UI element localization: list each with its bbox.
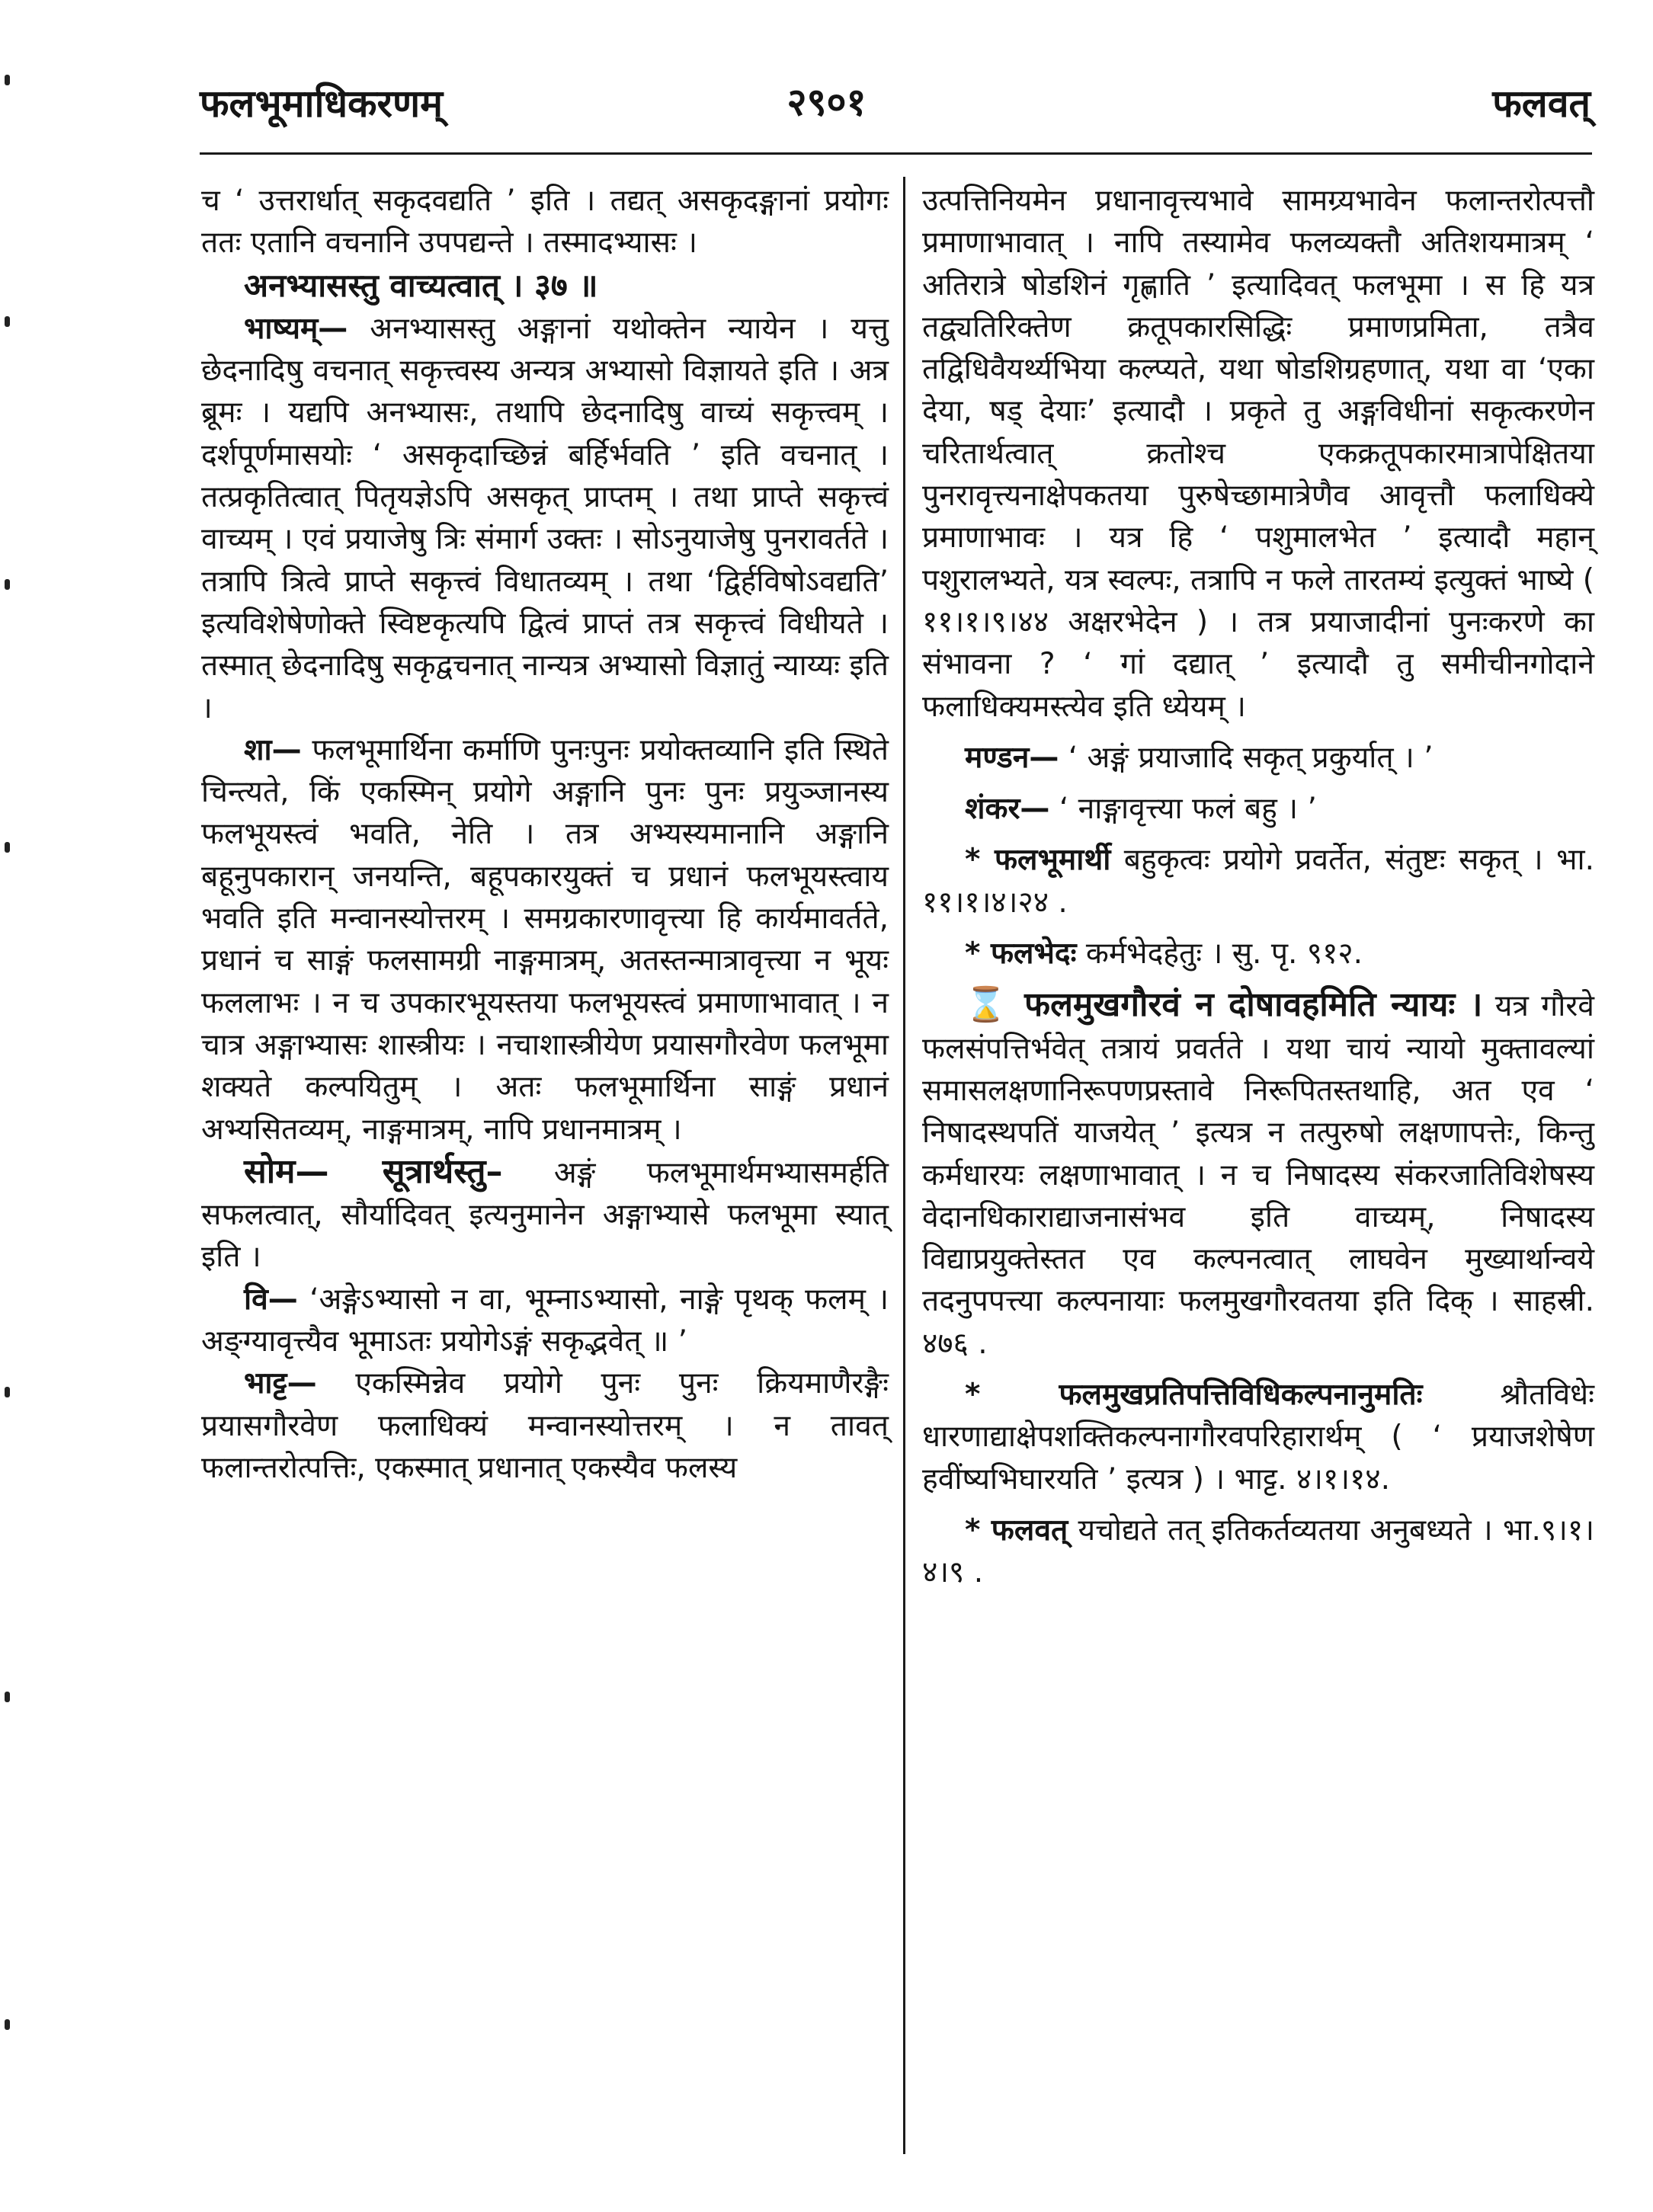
- entry-headword: * फलभूमार्थी: [965, 843, 1111, 878]
- column-divider: [903, 177, 905, 2154]
- entry-text: बहुकृत्वः प्रयोगे प्रवर्तेत, संतुष्टः सकृत् । भा. ११।१।४।२४ .: [922, 843, 1594, 920]
- margin-mark: [5, 1387, 10, 1397]
- quote-label: शंकर—: [965, 792, 1050, 827]
- shastradipika-paragraph: [201, 729, 889, 1151]
- margin-mark: [5, 579, 10, 590]
- bhatta-paragraph: [201, 1362, 889, 1489]
- paragraph: [201, 180, 889, 264]
- dictionary-entry: [922, 1374, 1594, 1500]
- commentary-text: फलभूमार्थिना कर्माणि पुनःपुनः प्रयोक्तव्यानि इति स्थिते चिन्त्यते, किं एकस्मिन् प्रयोगे अङ्गानि पुनः पुनः प्रयुञ्जानस्य फलभूयस्त्वं भवति, नेति । तत्र अभ्यस्यमानानि अङ्गानि बहूनुपकारान् जनयन्ति, बहूपकारयुक्तं च प्रधानं फलभूयस्त्वाय भवति इति मन्वानस्योत्तरम् । समग्रकारणावृत्त्या हि कार्यमावर्तते, प्रधानं च साङ्गं फलसामग्री नाङ्गमात्रम्, अतस्तन्मात्रावृत्त्या न भूयः फललाभः । न च उपकारभूयस्तया फलभूयस्त्वं प्रमाणाभावात् । न चात्र अङ्गाभ्यासः शास्त्रीयः । नचाशास्त्रीयेण प्रयासगौरवेण फलभूमा शक्यते कल्पयितुम् । अतः फलभूमार्थिना साङ्गं प्रधानं अभ्यसितव्यम्, नाङ्गमात्रम्, नापि प्रधानमात्रम् ।: [201, 732, 889, 1147]
- paragraph: [922, 180, 1594, 728]
- commentary-label: सोम— सूत्रार्थस्तु–: [244, 1151, 503, 1191]
- margin-mark: [5, 2019, 10, 2030]
- commentary-text: अनभ्यासस्तु अङ्गानां यथोक्तेन न्यायेन । यत्तु छेदनादिषु वचनात् सकृत्त्वस्य अन्यत्र अभ्यासो विज्ञायते इति । अत्र ब्रूमः । यद्यपि अनभ्यासः, तथापि छेदनादिषु वाच्यं सकृत्त्वम् । दर्शपूर्णमासयोः ‘ असकृदाच्छिन्नं बर्हिर्भवति ’ इति वचनात् । तत्प्रकृतित्वात् पितृयज्ञेऽपि असकृत् प्राप्तम् । तथा प्राप्ते सकृत्त्वं वाच्यम् । एवं प्रयाजेषु त्रिः संमार्ग उक्तः । सोऽनुयाजेषु पुनरावर्तते । तत्रापि त्रित्वे प्राप्ते सकृत्त्वं विधातव्यम् । तथा ‘द्विर्हविषोऽवद्यति’ इत्यविशेषेणोक्ते स्विष्टकृत्यपि द्वित्वं प्राप्तं तत्र सकृत्त्वं विधीयते । तस्मात् छेदनादिषु सकृद्वचनात् नान्यत्र अभ्यासो विज्ञातुं न्याय्यः इति ।: [201, 311, 889, 725]
- right-column: [922, 180, 1594, 1594]
- entry-headword: * फलवत्: [965, 1513, 1068, 1548]
- quote-label: मण्डन—: [965, 740, 1059, 775]
- sutra-line: [201, 264, 889, 308]
- dictionary-entry: [922, 839, 1594, 924]
- quote-text: ‘ नाङ्गावृत्त्या फलं बहु । ’: [1049, 792, 1317, 827]
- left-column: [201, 180, 889, 1489]
- paragraph-text: च ‘ उत्तरार्धात् सकृदवद्यति ’ इति । तद्यत् असकृदङ्गानां प्रयोगः ततः एतानि वचनानि उपपद्यन्ते । तस्मादभ्यासः ।: [201, 184, 889, 261]
- margin-mark: [5, 1692, 10, 1702]
- paragraph-text: उत्पत्तिनियमेन प्रधानावृत्त्यभावे सामग्र्यभावेन फलान्तरोत्पत्तौ प्रमाणाभावात् । नापि तस्यामेव फलव्यक्तौ अतिशयमात्रम् ‘ अतिरात्रे षोडशिनं गृह्णाति ’ इत्यादिवत् फलभूमा । स हि यत्र तद्व्यतिरिक्तेण क्रतूपकारसिद्धिः प्रमाणप्रमिता, तत्रैव तद्विधिवैयर्थ्यभिया कल्प्यते, यथा षोडशिग्रहणात्, यथा वा ‘एका देया, षड् देयाः’ इत्यादौ । प्रकृते तु अङ्गविधीनां सकृत्करणेन चरितार्थत्वात् क्रतोश्च एकक्रतूपकारमात्रापेक्षितया पुनरावृत्त्यनाक्षेपकतया पुरुषेच्छामात्रेणैव आवृत्तौ फलाधिक्ये प्रमाणाभावः । यत्र हि ‘ पशुमालभेत ’ इत्यादौ महान् पशुरालभ्यते, यत्र स्वल्पः, तत्रापि न फले तारतम्यं इत्युक्तं भाष्ये ( ११।१।९।४४ अक्षरभेदेन ) । तत्र प्रयाजादीनां पुनःकरणे का संभावना ? ‘ गां दद्यात् ’ इत्यादौ तु समीचीनगोदाने फलाधिक्यमस्त्येव इति ध्येयम् ।: [922, 184, 1594, 724]
- commentary-text: अङ्गं फलभूमार्थमभ्यासमर्हति सफलत्वात्, सौर्यादिवत् इत्यनुमानेन अङ्गाभ्यासे फलभूमा स्यात् इति ।: [201, 1155, 889, 1275]
- nyaya-heading: ⌛ फलमुखगौरवं न दोषावहमिति न्यायः ।: [965, 985, 1483, 1025]
- header-rule: [200, 152, 1592, 155]
- soma-paragraph: [201, 1151, 889, 1279]
- entry-text: श्रौतविधेः धारणाद्याक्षेपशक्तिकल्पनागौरवपरिहारार्थम् ( ‘ प्रयाजशेषेण हवींष्यभिघारयति ’ इत्यत्र ) । भाट्ट. ४।१।१४.: [922, 1378, 1594, 1497]
- margin-mark: [5, 316, 10, 327]
- commentary-text: ‘अङ्गेऽभ्यासो न वा, भूम्नाऽभ्यासो, नाङ्गे पृथक् फलम् । अङ्ग्यावृत्त्यैव भूमाऽतः प्रयोगेऽङ्गं सकृद्भवेत् ॥ ’: [201, 1282, 889, 1359]
- bhashya-paragraph: [201, 308, 889, 729]
- commentary-label: शा—: [244, 732, 302, 767]
- entry-headword: * फलमुखप्रतिपत्तिविधिकल्पनानुमतिः: [965, 1378, 1423, 1413]
- entry-text: यचोद्यते तत् इतिकर्तव्यतया अनुबध्यते । भा.९।१।४।९ .: [922, 1513, 1594, 1590]
- commentary-text: एकस्मिन्नेव प्रयोगे पुनः पुनः क्रियमाणैरङ्गैः प्रयासगौरवेण फलाधिक्यं मन्वानस्योत्तरम् । न तावत् फलान्तरोत्पत्तिः, एकस्मात् प्रधानात् एकस्यैव फलस्य: [201, 1366, 889, 1485]
- entry-headword: * फलभेदः: [965, 936, 1077, 972]
- dictionary-entry: [922, 933, 1594, 975]
- vidhi-paragraph: [201, 1279, 889, 1363]
- commentary-label: भाष्यम्—: [244, 311, 348, 346]
- shankara-quote: [922, 788, 1594, 830]
- mandana-quote: [922, 737, 1594, 779]
- nyaya-entry: [922, 984, 1594, 1365]
- sutra-text: अनभ्यासस्तु वाच्यत्वात् । ३७ ॥: [244, 266, 598, 304]
- entry-text: कर्मभेदहेतुः । सु. पृ. ९१२.: [1076, 936, 1363, 972]
- quote-text: ‘ अङ्गं प्रयाजादि सकृत् प्रकुर्यात् । ’: [1059, 740, 1434, 775]
- dictionary-entry: [922, 1509, 1594, 1594]
- nyaya-text: यत्र गौरवे फलसंपत्तिर्भवेत् तत्रायं प्रवर्तते । यथा चायं न्यायो मुक्तावल्यां समासलक्षणानिरूपणप्रस्तावे निरूपितस्तथाहि, अत एव ‘ निषादस्थपतिं याजयेत् ’ इत्यत्र न तत्पुरुषो लक्षणापत्तेः, किन्तु कर्मधारयः लक्षणाभावात् । न च निषादस्य संकरजातिविशेषस्य वेदानधिकाराद्याजनासंभव इति वाच्यम्, निषादस्य विद्याप्रयुक्तेस्तत एव कल्पनत्वात् लाघवेन मुख्यार्थान्वये तदनुपपत्त्या कल्पनायाः फलमुखगौरवतया इति दिक् । साहस्री. ४७६ .: [922, 989, 1594, 1361]
- margin-mark: [5, 842, 10, 853]
- margin-mark: [5, 75, 10, 85]
- page-number: २९०१: [786, 80, 867, 124]
- commentary-label: भाट्ट—: [244, 1366, 317, 1401]
- running-head-left: फलभूमाधिकरणम्: [200, 82, 444, 126]
- running-head-right: फलवत्: [1492, 82, 1591, 126]
- commentary-label: वि—: [244, 1282, 298, 1317]
